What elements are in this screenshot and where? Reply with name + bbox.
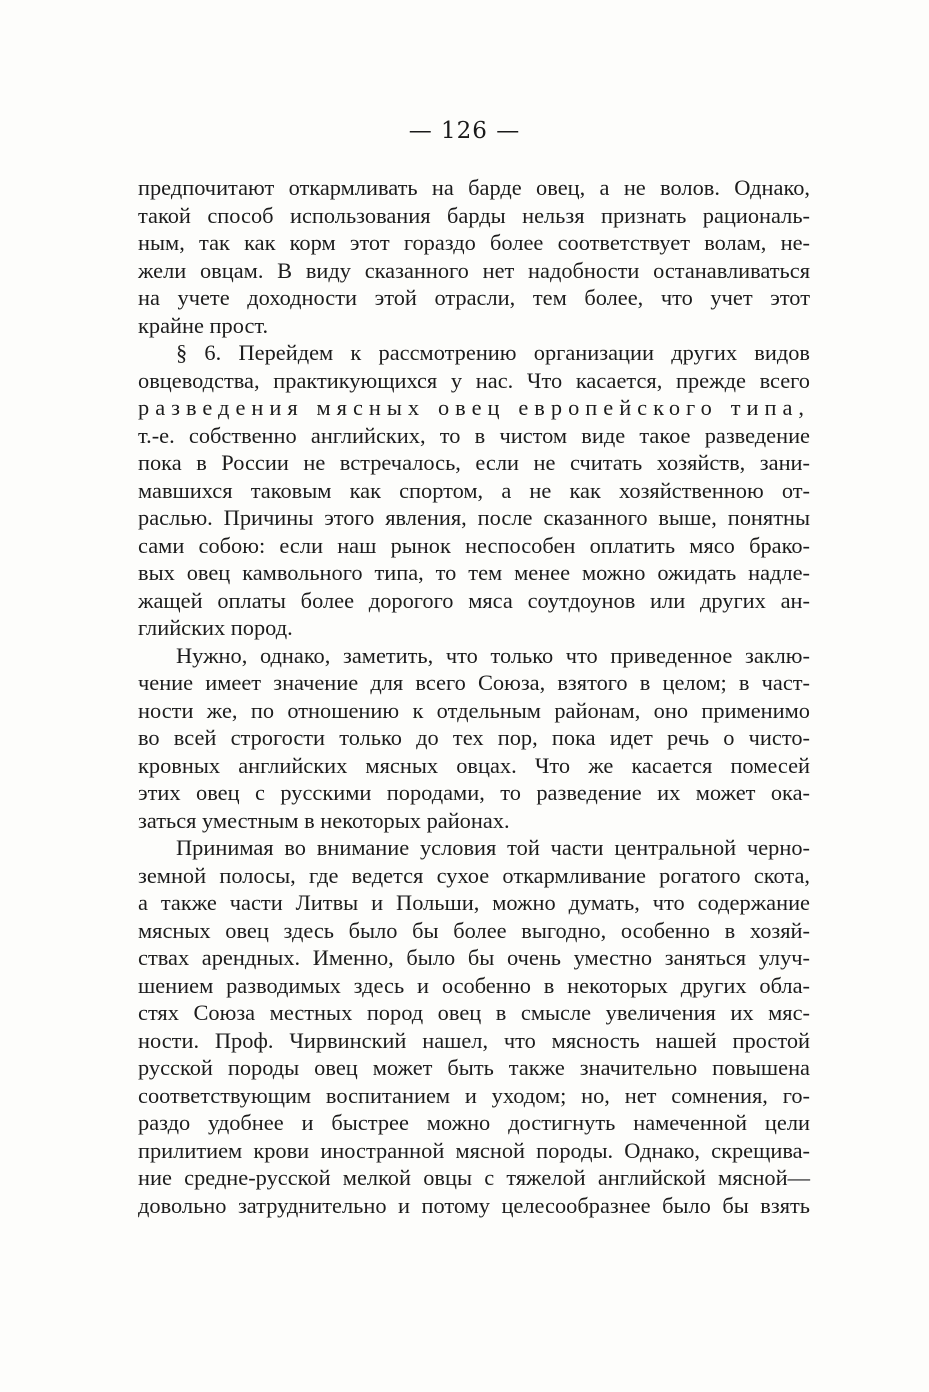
text-line: кровных английских мясных овцах. Что же касается помесей: [138, 752, 810, 778]
text-line: раслью. Причины этого явления, после сказанного выше, понятны: [138, 505, 810, 530]
text-line: сами собою: если наш рынок неспособен оплатить мясо брако-: [138, 532, 810, 558]
text-line: т.-е. собственно английских, то в чистом виде такое разведение: [138, 422, 810, 448]
text-line: Принимая во внимание условия той части центральной черно-: [176, 835, 810, 860]
text-line: русской породы овец может быть также значительно повышена: [138, 1055, 810, 1080]
body-text: [138, 174, 810, 1219]
text-line: довольно затруднительно и потому целесообразнее было бы взять: [138, 1192, 810, 1218]
text-line: стях Союза местных пород овец в смысле увеличения их мяс-: [138, 1000, 810, 1025]
text-line: во всей строгости только до тех пор, пока идет речь о чисто-: [138, 725, 810, 750]
text-line: соответствующим воспитанием и уходом; но, нет сомнения, го-: [138, 1082, 810, 1108]
text-line: ствах арендных. Именно, было бы очень уместно заняться улуч-: [138, 945, 810, 970]
text-line: заться уместным в некоторых районах.: [138, 807, 510, 833]
text-line: ние средне-русской мелкой овцы с тяжелой английской мясной—: [138, 1165, 810, 1190]
text-line: прилитием крови иностранной мясной породы. Однако, скрещива-: [138, 1137, 810, 1163]
text-line: шением разводимых здесь и особенно в некоторых других обла-: [138, 972, 810, 998]
text-line: мавшихся таковым как спортом, а не как хозяйственною от-: [138, 477, 810, 503]
text-line: этих овец с русскими породами, то разведение их может ока-: [138, 780, 810, 805]
text-line: овцеводства, практикующихся у нас. Что касается, прежде всего: [138, 367, 810, 393]
text-line: жели овцам. В виду сказанного нет надобности останавливаться: [138, 257, 810, 283]
text-line: глийских пород.: [138, 615, 293, 640]
text-line: пока в России не встречалось, если не считать хозяйств, зани-: [138, 450, 810, 475]
text-line: ности же, по отношению к отдельным районам, оно применимо: [138, 697, 810, 723]
text-line: на учете доходности этой отрасли, тем более, что учет этот: [138, 285, 810, 310]
text-line: мясных овец здесь было бы более выгодно, особенно в хозяй-: [138, 917, 810, 943]
text-line: ности. Проф. Чирвинский нашел, что мясность нашей простой: [138, 1027, 810, 1053]
text-line: а также части Литвы и Польши, можно думать, что содержание: [138, 890, 810, 915]
page-number: — 126 —: [408, 118, 521, 144]
text-line: § 6. Перейдем к рассмотрению организации других видов: [176, 340, 810, 365]
text-line: земной полосы, где ведется сухое откармливание рогатого скота,: [138, 862, 810, 888]
text-line: разведения мясных овец европейского типа,: [138, 395, 810, 420]
text-line: предпочитают откармливать на барде овец, а не волов. Однако,: [138, 175, 810, 200]
text-line: чение имеет значение для всего Союза, взятого в целом; в част-: [138, 670, 810, 695]
text-line: ным, так как корм этот гораздо более соответствует волам, не-: [138, 230, 810, 255]
text-line: такой способ использования барды нельзя признать рациональ-: [138, 202, 810, 228]
text-line: раздо удобнее и быстрее можно достигнуть намеченной цели: [138, 1110, 810, 1135]
text-line: Нужно, однако, заметить, что только что приведенное заклю-: [176, 642, 810, 668]
text-line: вых овец камвольного типа, то тем менее можно ожидать надле-: [138, 560, 810, 585]
text-line: крайне прост.: [138, 312, 269, 338]
text-line: жащей оплаты более дорогого мяса соутдоунов или других ан-: [138, 587, 810, 613]
